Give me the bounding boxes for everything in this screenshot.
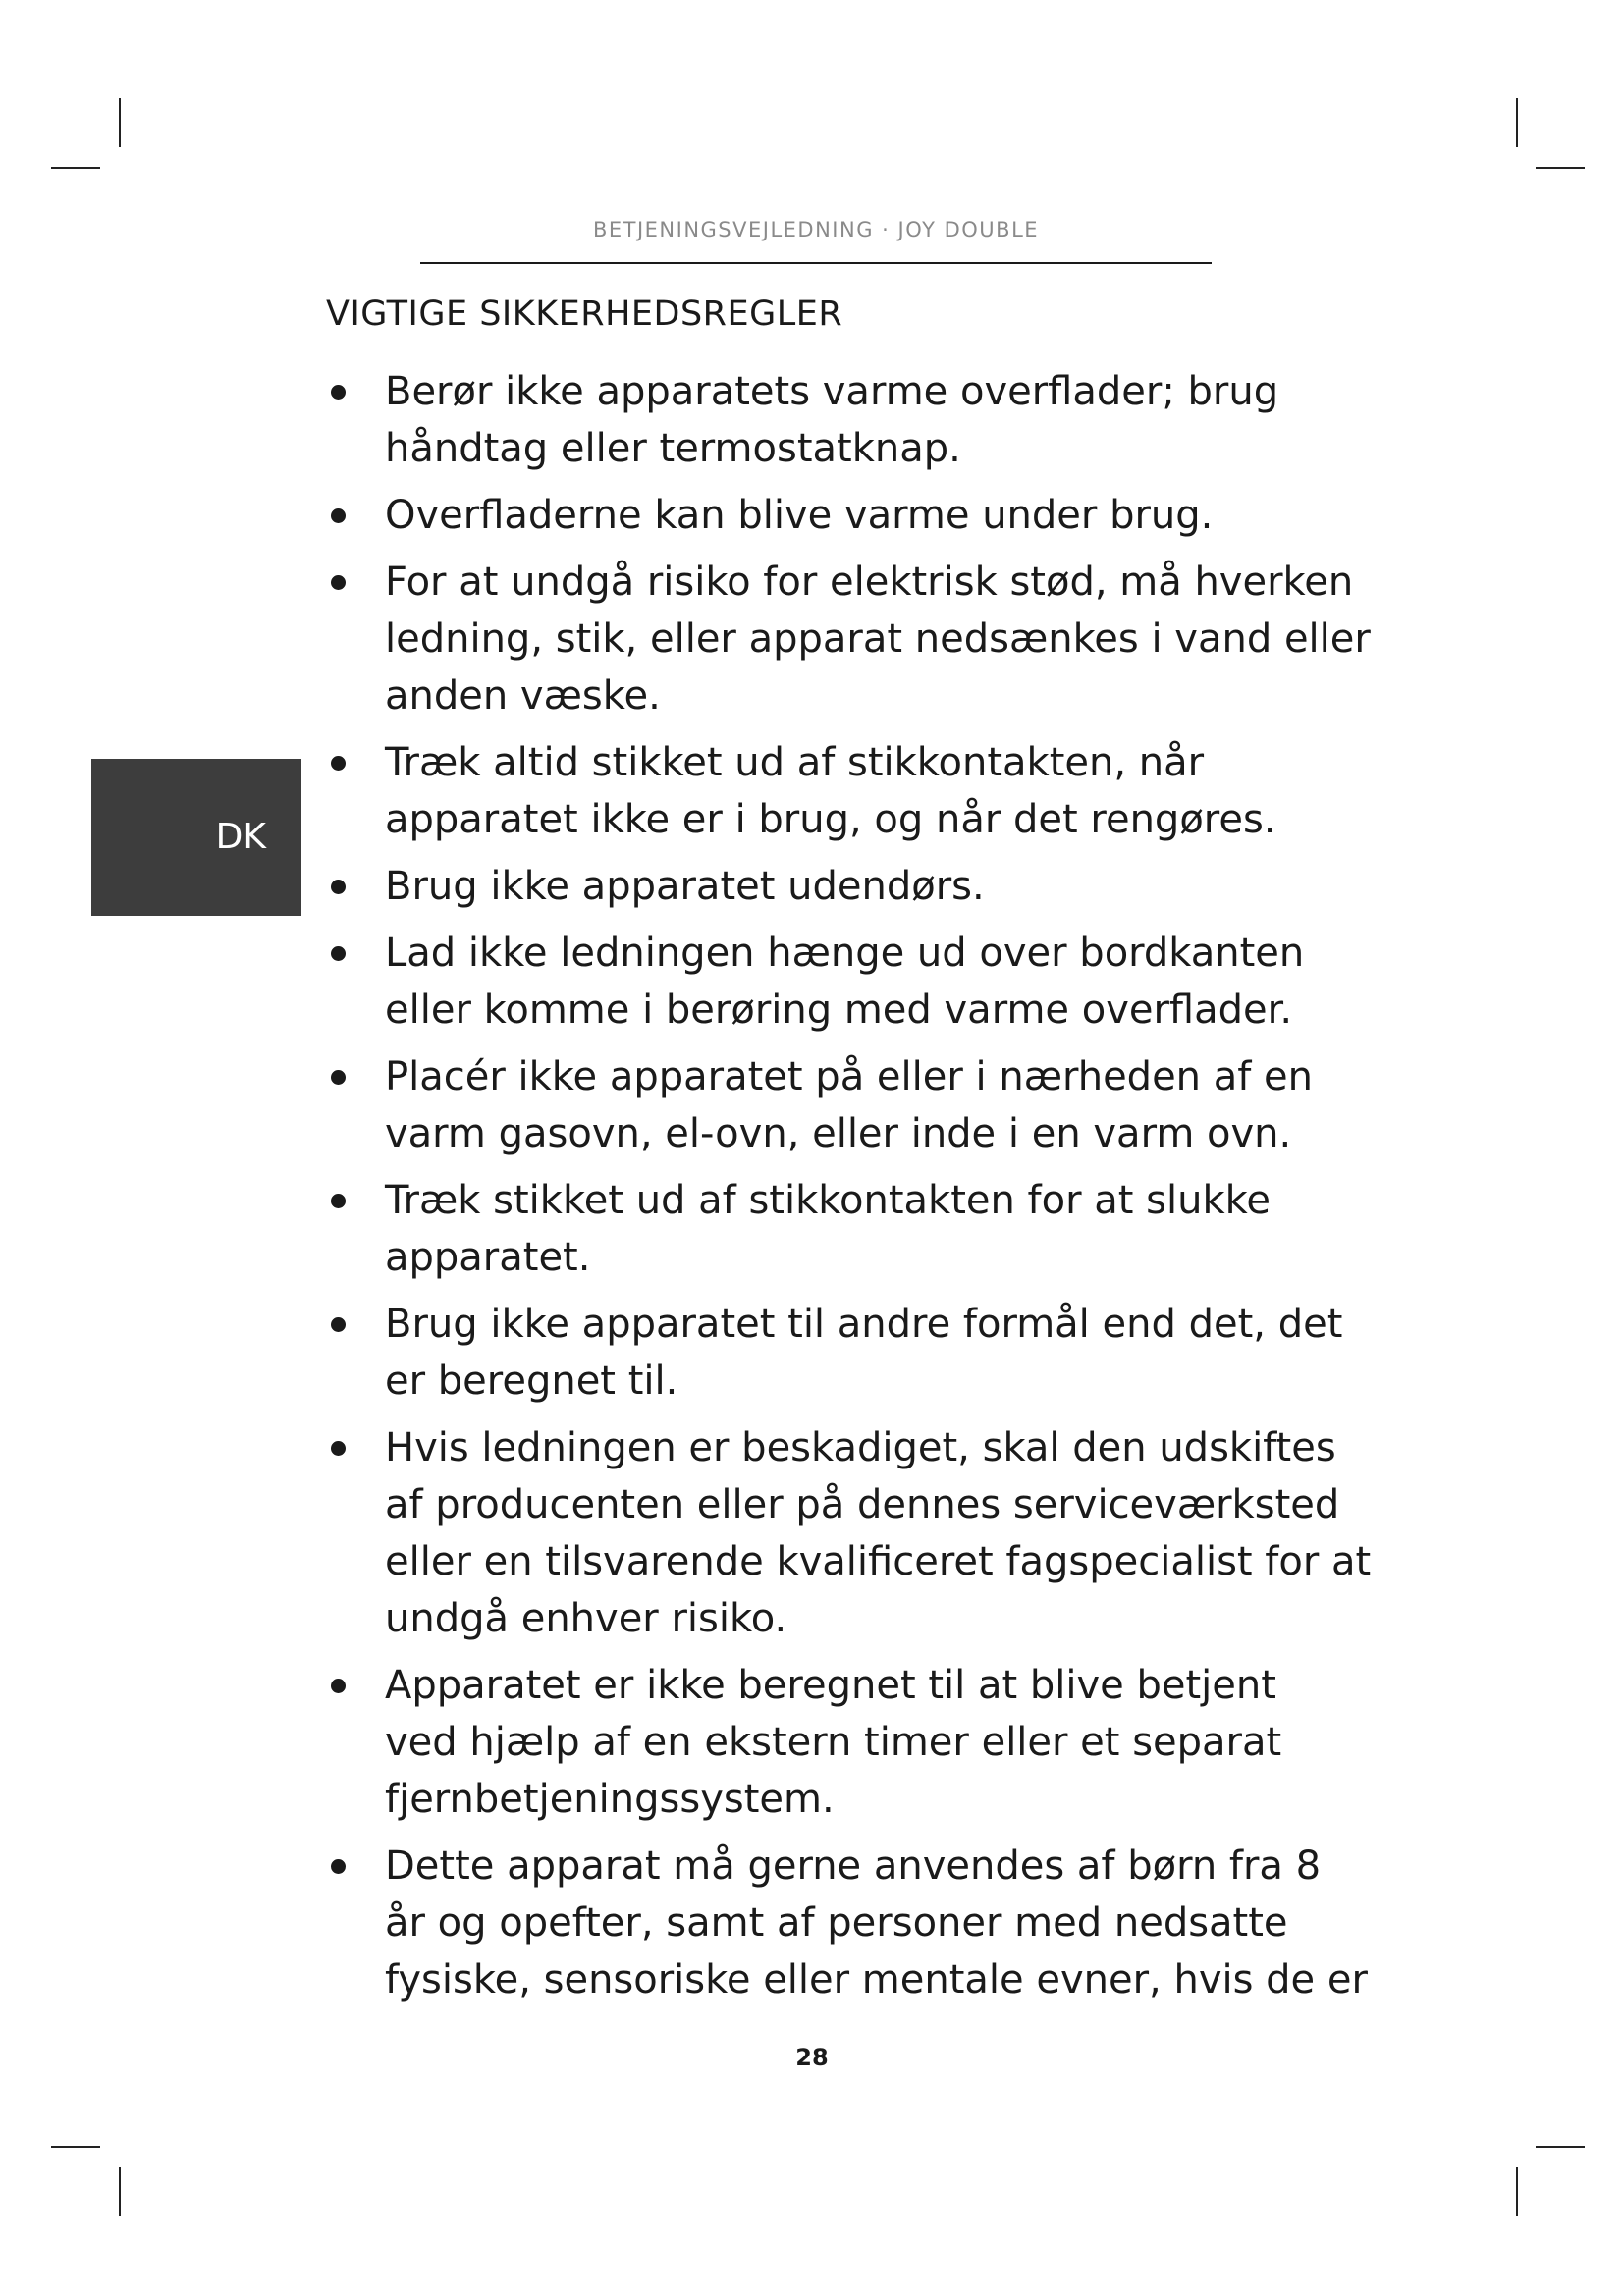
bullet-icon xyxy=(331,1317,346,1332)
safety-rule-line: varm gasovn, el-ovn, eller inde i en varm ovn. xyxy=(385,1111,1292,1156)
safety-rule-line: apparatet ikke er i brug, og når det rengøres. xyxy=(385,797,1276,842)
section-title: VIGTIGE SIKKERHEDSREGLER xyxy=(326,294,843,334)
safety-rule xyxy=(326,1657,1406,1828)
safety-rule-line: Brug ikke apparatet udendørs. xyxy=(385,864,985,909)
safety-rule-line: Lad ikke ledningen hænge ud over bordkanten xyxy=(385,931,1305,976)
safety-rule xyxy=(326,487,1406,544)
bullet-icon xyxy=(331,880,346,894)
crop-mark-bottom-right-horizontal xyxy=(1536,2146,1585,2148)
safety-rule-line: anden væske. xyxy=(385,673,661,719)
crop-mark-bottom-left-horizontal xyxy=(51,2146,100,2148)
safety-rule xyxy=(326,925,1406,1039)
safety-rule-line: apparatet. xyxy=(385,1235,591,1280)
bullet-icon xyxy=(331,1859,346,1874)
safety-rule-line: ved hjælp af en ekstern timer eller et separat xyxy=(385,1720,1282,1765)
safety-rule-line: håndtag eller termostatknap. xyxy=(385,426,961,471)
bullet-icon xyxy=(331,1070,346,1085)
bullet-icon xyxy=(331,575,346,590)
running-header: BETJENINGSVEJLEDNING · JOY DOUBLE xyxy=(592,218,1040,241)
safety-rule-line: Berør ikke apparatets varme overflader; brug xyxy=(385,369,1279,414)
safety-rule-line: Træk altid stikket ud af stikkontakten, når xyxy=(385,740,1205,785)
bullet-icon xyxy=(331,1194,346,1208)
safety-rule xyxy=(326,363,1406,477)
safety-rule-line: undgå enhver risiko. xyxy=(385,1596,787,1641)
safety-rule-line: fjernbetjeningssystem. xyxy=(385,1777,835,1822)
crop-mark-bottom-right-vertical xyxy=(1516,2167,1518,2216)
safety-rule-line: For at undgå risiko for elektrisk stød, må hverken xyxy=(385,560,1354,605)
safety-rule-line: Overfladerne kan blive varme under brug. xyxy=(385,493,1214,538)
safety-rule xyxy=(326,1419,1406,1647)
crop-mark-bottom-left-vertical xyxy=(119,2167,121,2216)
safety-rule-line: ledning, stik, eller apparat nedsænkes i vand eller xyxy=(385,616,1371,662)
crop-mark-top-right-vertical xyxy=(1516,98,1518,147)
bullet-icon xyxy=(331,756,346,771)
safety-rule xyxy=(326,1172,1406,1286)
crop-mark-top-left-horizontal xyxy=(51,167,100,169)
bullet-icon xyxy=(331,385,346,400)
safety-rule-line: Hvis ledningen er beskadiget, skal den udskiftes xyxy=(385,1425,1336,1470)
safety-rule-line: år og opefter, samt af personer med nedsatte xyxy=(385,1900,1288,1946)
bullet-icon xyxy=(331,508,346,523)
bullet-icon xyxy=(331,1441,346,1456)
safety-rule-line: Dette apparat må gerne anvendes af børn fra 8 xyxy=(385,1843,1322,1889)
language-tab xyxy=(91,759,301,916)
safety-rule-line: eller en tilsvarende kvalificeret fagspecialist for at xyxy=(385,1539,1372,1584)
safety-rule-line: eller komme i berøring med varme overflader. xyxy=(385,988,1293,1033)
safety-rule-line: af producenten eller på dennes serviceværksted xyxy=(385,1482,1340,1527)
page-number: 28 xyxy=(795,2044,829,2071)
safety-rules-list xyxy=(326,363,1406,2018)
crop-mark-top-right-horizontal xyxy=(1536,167,1585,169)
safety-rule-line: er beregnet til. xyxy=(385,1359,678,1404)
language-tab-label: DK xyxy=(215,817,266,857)
bullet-icon xyxy=(331,946,346,961)
safety-rule-line: Placér ikke apparatet på eller i nærheden af en xyxy=(385,1054,1314,1099)
safety-rule xyxy=(326,734,1406,848)
bullet-icon xyxy=(331,1679,346,1693)
safety-rule-line: Brug ikke apparatet til andre formål end det, det xyxy=(385,1302,1343,1347)
safety-rule xyxy=(326,1838,1406,2008)
safety-rule xyxy=(326,1296,1406,1410)
safety-rule-line: Apparatet er ikke beregnet til at blive betjent xyxy=(385,1663,1276,1708)
safety-rule-line: fysiske, sensoriske eller mentale evner, hvis de er xyxy=(385,1957,1368,2002)
safety-rule xyxy=(326,554,1406,724)
safety-rule xyxy=(326,1048,1406,1162)
crop-mark-top-left-vertical xyxy=(119,98,121,147)
header-rule xyxy=(420,262,1212,264)
safety-rule-line: Træk stikket ud af stikkontakten for at slukke xyxy=(385,1178,1271,1223)
safety-rule xyxy=(326,858,1406,915)
